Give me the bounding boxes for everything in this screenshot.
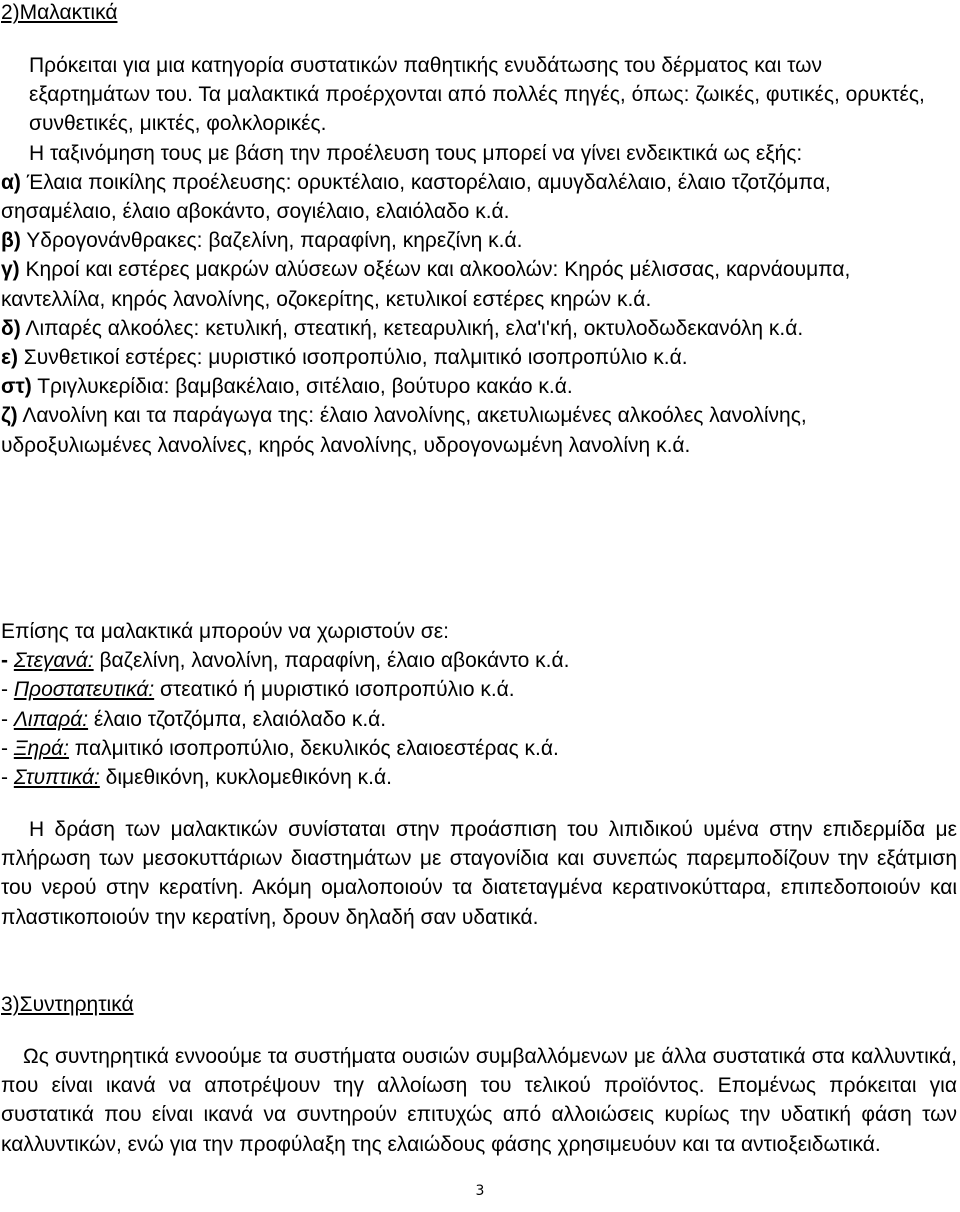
category-item xyxy=(1,401,941,459)
category-label: στ) xyxy=(1,375,32,399)
category-text: Λιπαρές αλκοόλες: κετυλική, στεατική, κετεαρυλική, ελα'ι'κή, οκτυλοδωδεκανόλη κ.ά. xyxy=(20,316,804,340)
split-term: Στεγανά: xyxy=(13,649,94,673)
category-label: α) xyxy=(1,170,21,194)
split-item xyxy=(1,763,941,792)
split-text: έλαιο τζοτζόμπα, ελαιόλαδο κ.ά. xyxy=(88,707,387,731)
section-2-body xyxy=(1,51,941,460)
category-label: γ) xyxy=(1,258,20,282)
split-item xyxy=(1,705,941,734)
category-text: Συνθετικοί εστέρες: μυριστικό ισοπροπύλιο, παλμιτικό ισοπροπύλιο κ.ά. xyxy=(17,346,688,370)
section-2-heading: 2)Μαλακτικά xyxy=(1,1,118,24)
action-section xyxy=(1,815,957,932)
section-3-body xyxy=(1,1042,957,1159)
category-item xyxy=(1,255,941,313)
split-term: Στυπτικά: xyxy=(13,766,100,790)
action-paragraph: Η δράση των μαλακτικών συνίσταται στην προάσπιση του λιπιδικού υμένα στην επιδερμίδα με πλήρωση των μεσοκυττάριων διαστημάτων με σταγονίδια και συνεπώς παρεμποδίζουν την εξάτμιση του νερού στην κερατίνη. Ακόμη ομαλοποιούν τα διατεταγμένα κερατινοκύτταρα, επιπεδοποιούν και πλαστικοποιούν την κερατίνη, δρουν δηλαδή σαν υδατικά. xyxy=(1,818,957,929)
category-text: Υδρογονάνθρακες: βαζελίνη, παραφίνη, κηρεζίνη κ.ά. xyxy=(20,229,523,253)
category-label: β) xyxy=(1,229,21,253)
category-text: Κηροί και εστέρες μακρών αλύσεων οξέων και αλκοολών: Κηρός μέλισσας, καρνάουμπα, καντελλίλα, κηρός λανολίνης, οζοκερίτης, κετυλικοί εστέρες κηρών κ.ά. xyxy=(1,258,851,311)
intro-paragraph: Πρόκειται για μια κατηγορία συστατικών παθητικής ενυδάτωσης του δέρματος και των εξαρτημάτων του. Τα μαλακτικά προέρχονται από πολλές πηγές, όπως: ζωικές, φυτικές, ορυκτές, συνθετικές, μικτές, φολκλορικές. xyxy=(29,54,925,136)
split-dash: - xyxy=(1,736,14,760)
category-text: Έλαια ποικίλης προέλευσης: ορυκτέλαιο, καστορέλαιο, αμυγδαλέλαιο, έλαιο τζοτζόμπα, σησαμέλαιο, έλαιο αβοκάντο, σογιέλαιο, ελαιόλαδο κ.ά. xyxy=(1,170,831,224)
split-item xyxy=(1,646,941,675)
category-item xyxy=(1,343,941,372)
split-intro: Επίσης τα μαλακτικά μπορούν να χωριστούν σε: xyxy=(1,620,449,643)
split-term: Προστατευτικά: xyxy=(13,678,155,702)
category-list xyxy=(1,168,941,460)
split-term: Ξηρά: xyxy=(13,736,69,760)
category-item xyxy=(1,226,941,255)
category-item xyxy=(1,372,941,401)
split-text: στεατικό ή μυριστικό ισοπροπύλιο κ.ά. xyxy=(154,678,515,702)
split-item xyxy=(1,734,941,763)
preservatives-paragraph: Ως συντηρητικά εννοούμε τα συστήματα ουσιών συμβαλλόμενων με άλλα συστατικά στα καλλυντικά, που είναι ικανά να αποτρέψουν τηγ αλλοίωση του τελικού προϊόντος. Επομένως πρόκειται για συστατικά που είναι ικανά να συντηρούν επιτυχώς από αλλοιώσεις κυρίως την υδατική φάση των καλλυντικών, ενώ για την προφύλαξη της ελαιώδους φάσης χρησιμευόυν και τα αντιοξειδωτικά. xyxy=(1,1045,957,1156)
split-item xyxy=(1,675,941,704)
split-term: Λιπαρά: xyxy=(13,707,89,731)
split-text: διμεθικόνη, κυκλομεθικόνη κ.ά. xyxy=(99,766,392,790)
page-number: 3 xyxy=(475,1183,485,1199)
category-item xyxy=(1,314,941,343)
category-label: ε) xyxy=(1,346,18,370)
section-3-heading: 3)Συντηρητικά xyxy=(1,993,134,1016)
split-dash: - xyxy=(1,649,14,673)
category-text: Τριγλυκερίδια: βαμβακέλαιο, σιτέλαιο, βούτυρο κακάο κ.ά. xyxy=(31,375,573,399)
split-text: βαζελίνη, λανολίνη, παραφίνη, έλαιο αβοκάντο κ.ά. xyxy=(93,649,570,673)
split-section xyxy=(1,617,941,792)
split-dash: - xyxy=(1,707,14,731)
classification-intro: Η ταξινόμηση τους με βάση την προέλευση τους μπορεί να γίνει ενδεικτικά ως εξής: xyxy=(29,141,803,165)
category-label: ζ) xyxy=(1,404,18,428)
split-dash: - xyxy=(1,678,14,702)
category-label: δ) xyxy=(1,316,21,340)
category-text: Λανολίνη και τα παράγωγα της: έλαιο λανολίνης, ακετυλιωμένες αλκοόλες λανολίνης, υδροξυλιωμένες λανολίνες, κηρός λανολίνης, υδρογονωμένη λανολίνη κ.ά. xyxy=(1,404,807,457)
category-item xyxy=(1,168,941,226)
split-dash: - xyxy=(1,766,14,790)
split-text: παλμιτικό ισοπροπύλιο, δεκυλικός ελαιοεστέρας κ.ά. xyxy=(68,736,559,760)
